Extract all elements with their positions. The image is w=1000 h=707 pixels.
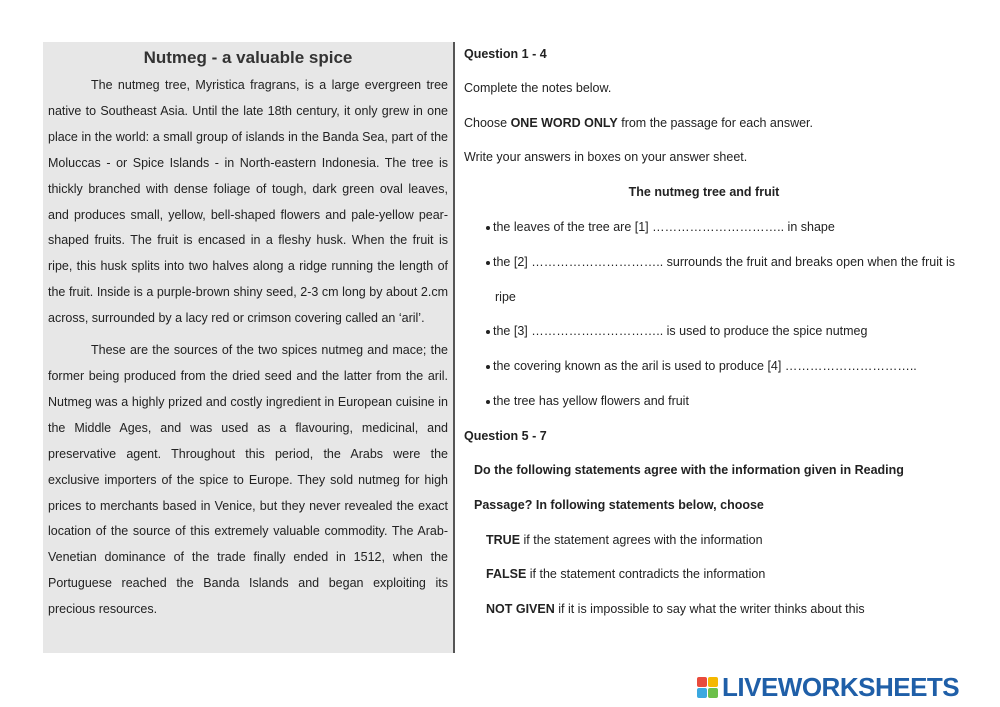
- logo-square-yellow: [708, 677, 718, 687]
- bullet-icon: [486, 330, 490, 334]
- bullet-icon: [486, 400, 490, 404]
- option-description: if it is impossible to say what the writer thinks about this: [554, 602, 865, 616]
- instruction-emphasis: ONE WORD ONLY: [510, 116, 618, 130]
- question-heading-5-7: Question 5 - 7: [464, 429, 547, 443]
- note-item-3: [486, 322, 867, 340]
- liveworksheets-logo: [697, 672, 959, 702]
- note-item-2: [486, 253, 955, 271]
- option-not-given: [486, 600, 865, 618]
- logo-square-green: [708, 688, 718, 698]
- instruction-complete-notes: Complete the notes below.: [464, 81, 612, 95]
- logo-square-blue: [697, 688, 707, 698]
- question-heading-1-4: Question 1 - 4: [464, 47, 547, 61]
- note-item-2-continuation: ripe: [495, 290, 516, 304]
- option-true: [486, 531, 763, 549]
- instruction-text: Choose: [464, 116, 511, 130]
- option-label: NOT GIVEN: [486, 602, 555, 616]
- reading-passage: [43, 42, 453, 653]
- bullet-icon: [486, 365, 490, 369]
- note-text: the [3] ………………………….. is used to produce the spice nutmeg: [493, 324, 868, 338]
- note-item-1: [486, 218, 835, 236]
- logo-text: LIVEWORKSHEETS: [722, 671, 960, 702]
- instruction-text: from the passage for each answer.: [617, 116, 813, 130]
- option-description: if the statement agrees with the information: [520, 533, 763, 547]
- statement-instruction-line-2: Passage? In following statements below, choose: [474, 498, 764, 512]
- note-text: the leaves of the tree are [1] ………………………….. in shape: [493, 220, 835, 234]
- logo-icon: [697, 677, 718, 698]
- passage-paragraph-2: These are the sources of the two spices nutmeg and mace; the former being produced from the dried seed and the latter from the aril. Nutmeg was a highly prized and costly ingredient in European cuisine in the Middle Ages, and was used as a flavouring, medicinal, and preservative agent. Throughout this period, the Arabs were the exclusive importers of the spice to Europe. They sold nutmeg for high prices to merchants based in Venice, but they never revealed the exact location of the source of this extremely valuable commodity. The Arab- Venetian dominance of the trade finally ended in 1512, when the Portuguese reached the Banda Islands and began exploiting its precious resources.: [48, 343, 448, 617]
- option-description: if the statement contradicts the information: [526, 567, 766, 581]
- bullet-icon: [486, 226, 490, 230]
- statement-instruction-line-1: Do the following statements agree with the information given in Reading: [474, 463, 904, 477]
- logo-square-red: [697, 677, 707, 687]
- note-item-4: [486, 357, 917, 375]
- note-text: the covering known as the aril is used to produce [4] …………………………..: [493, 359, 917, 373]
- note-item-5: [486, 392, 689, 410]
- instruction-choose-word: [464, 114, 813, 132]
- bullet-icon: [486, 261, 490, 265]
- notes-title: The nutmeg tree and fruit: [628, 185, 780, 199]
- option-label: FALSE: [486, 567, 527, 581]
- note-text: the [2] ………………………….. surrounds the fruit and breaks open when the fruit is: [493, 255, 955, 269]
- note-text: the tree has yellow flowers and fruit: [493, 394, 689, 408]
- passage-paragraph-1: The nutmeg tree, Myristica fragrans, is a large evergreen tree native to Southeast Asia. Until the late 18th century, it only grew in one place in the world: a small group of islands in the Banda Sea, part of the Moluccas - or Spice Islands - in North-eastern Indonesia. The tree is thickly branched with dense foliage of tough, dark green oval leaves, and produces small, yellow, bell-shaped flowers and pale-yellow pear-shaped fruits. The fruit is encased in a fleshy husk. When the fruit is ripe, this husk splits into two halves along a ridge running the length of the fruit. Inside is a purple-brown shiny seed, 2-3 cm long by about 2.cm across, surrounded by a lacy red or crimson covering called an ‘aril’.: [48, 78, 448, 326]
- option-false: [486, 565, 765, 583]
- option-label: TRUE: [486, 533, 521, 547]
- column-divider: [453, 42, 455, 653]
- passage-title: Nutmeg - a valuable spice: [143, 48, 353, 67]
- instruction-answer-sheet: Write your answers in boxes on your answer sheet.: [464, 150, 748, 164]
